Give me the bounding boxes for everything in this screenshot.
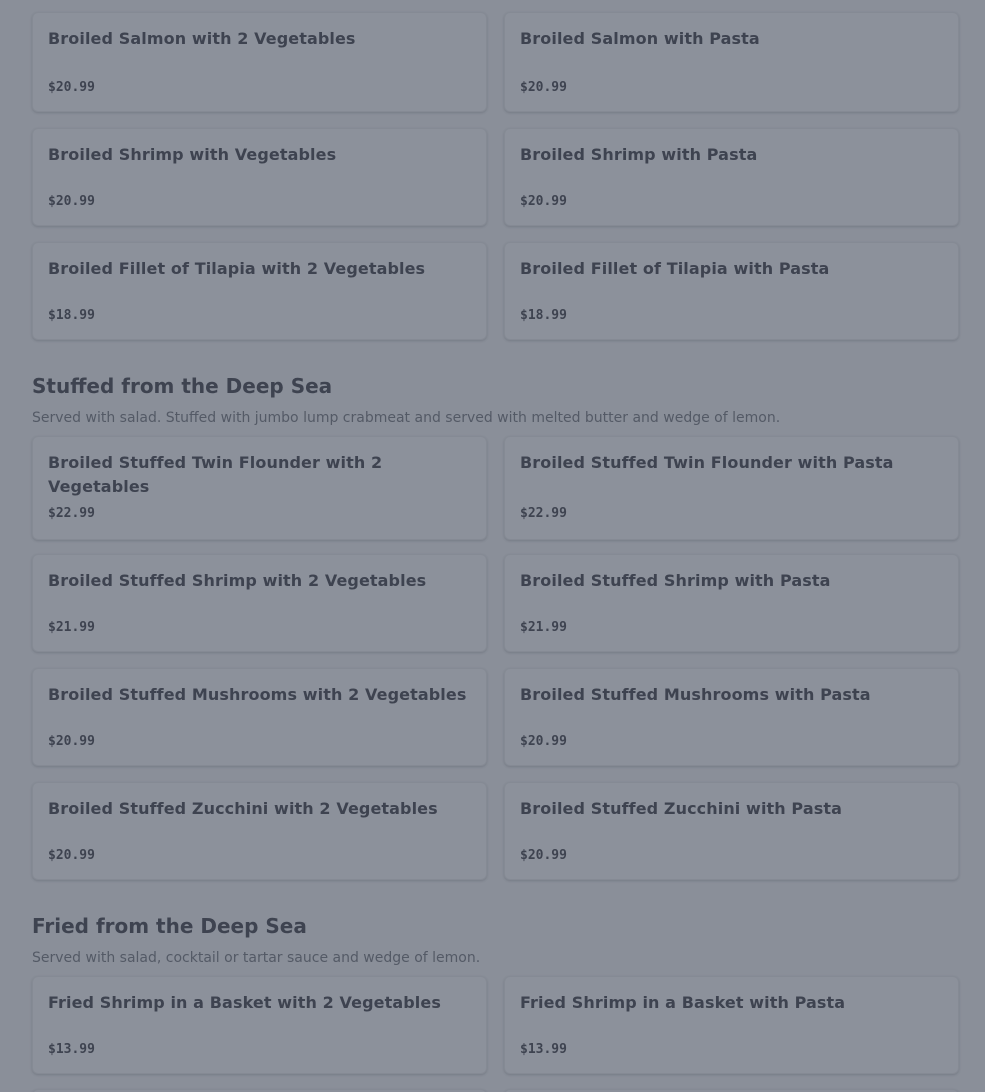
menu-item-name: Broiled Stuffed Twin Flounder with 2 Vegetables: [48, 453, 383, 496]
section-description: Served with salad, cocktail or tartar sauce and wedge of lemon.: [32, 950, 481, 966]
menu-item-card[interactable]: [32, 976, 487, 1074]
menu-item-card[interactable]: [32, 668, 487, 766]
menu-item-price: $21.99: [48, 620, 95, 635]
menu-item-name: Broiled Fillet of Tilapia with Pasta: [520, 259, 830, 278]
menu-item-card[interactable]: [504, 782, 959, 880]
menu-item-card[interactable]: [504, 668, 959, 766]
menu-item-name: Broiled Stuffed Zucchini with Pasta: [520, 799, 842, 818]
menu-item-name: Broiled Stuffed Twin Flounder with Pasta: [520, 453, 894, 472]
section-title: Stuffed from the Deep Sea: [32, 374, 333, 398]
menu-item-name: Broiled Salmon with 2 Vegetables: [48, 29, 356, 48]
menu-item-card[interactable]: [32, 782, 487, 880]
menu-item-price: $20.99: [48, 80, 95, 95]
menu-item-name: Broiled Shrimp with Pasta: [520, 145, 758, 164]
menu-item-name: Broiled Shrimp with Vegetables: [48, 145, 337, 164]
menu-item-price: $21.99: [520, 620, 567, 635]
menu-item-name: Broiled Fillet of Tilapia with 2 Vegetables: [48, 259, 426, 278]
menu-item-card[interactable]: [32, 128, 487, 226]
section-title: Fried from the Deep Sea: [32, 914, 307, 938]
section-description: Served with salad. Stuffed with jumbo lump crabmeat and served with melted butter and wedge of lemon.: [32, 410, 781, 426]
menu-item-card[interactable]: [32, 12, 487, 112]
menu-item-card[interactable]: [504, 554, 959, 652]
menu-item-card[interactable]: [504, 436, 959, 540]
menu-item-price: $20.99: [520, 80, 567, 95]
menu-item-name: Fried Shrimp in a Basket with 2 Vegetables: [48, 993, 441, 1012]
menu-item-card[interactable]: [504, 128, 959, 226]
menu-item-price: $22.99: [520, 506, 567, 521]
menu-item-price: $20.99: [520, 194, 567, 209]
menu-item-price: $18.99: [520, 308, 567, 323]
menu-item-card[interactable]: [504, 976, 959, 1074]
menu-item-name: Fried Shrimp in a Basket with Pasta: [520, 993, 846, 1012]
menu-item-price: $20.99: [48, 194, 95, 209]
menu-item-price: $13.99: [520, 1042, 567, 1057]
menu-item-name: Broiled Stuffed Shrimp with Pasta: [520, 571, 831, 590]
menu-item-name: Broiled Stuffed Zucchini with 2 Vegetables: [48, 799, 438, 818]
menu-item-price: $20.99: [48, 734, 95, 749]
menu-item-name: Broiled Stuffed Mushrooms with Pasta: [520, 685, 871, 704]
menu-item-card[interactable]: [32, 554, 487, 652]
menu-item-price: $22.99: [48, 506, 95, 521]
menu-item-name: Broiled Salmon with Pasta: [520, 29, 760, 48]
menu-item-card[interactable]: [32, 242, 487, 340]
menu-item-price: $20.99: [48, 848, 95, 863]
menu-item-card[interactable]: [32, 436, 487, 540]
menu-item-price: $13.99: [48, 1042, 95, 1057]
menu-item-name: Broiled Stuffed Shrimp with 2 Vegetables: [48, 571, 427, 590]
menu-item-card[interactable]: [504, 12, 959, 112]
menu-item-price: $18.99: [48, 308, 95, 323]
menu-item-card[interactable]: [504, 242, 959, 340]
menu-item-name: Broiled Stuffed Mushrooms with 2 Vegetables: [48, 685, 467, 704]
menu-item-price: $20.99: [520, 734, 567, 749]
menu-item-price: $20.99: [520, 848, 567, 863]
